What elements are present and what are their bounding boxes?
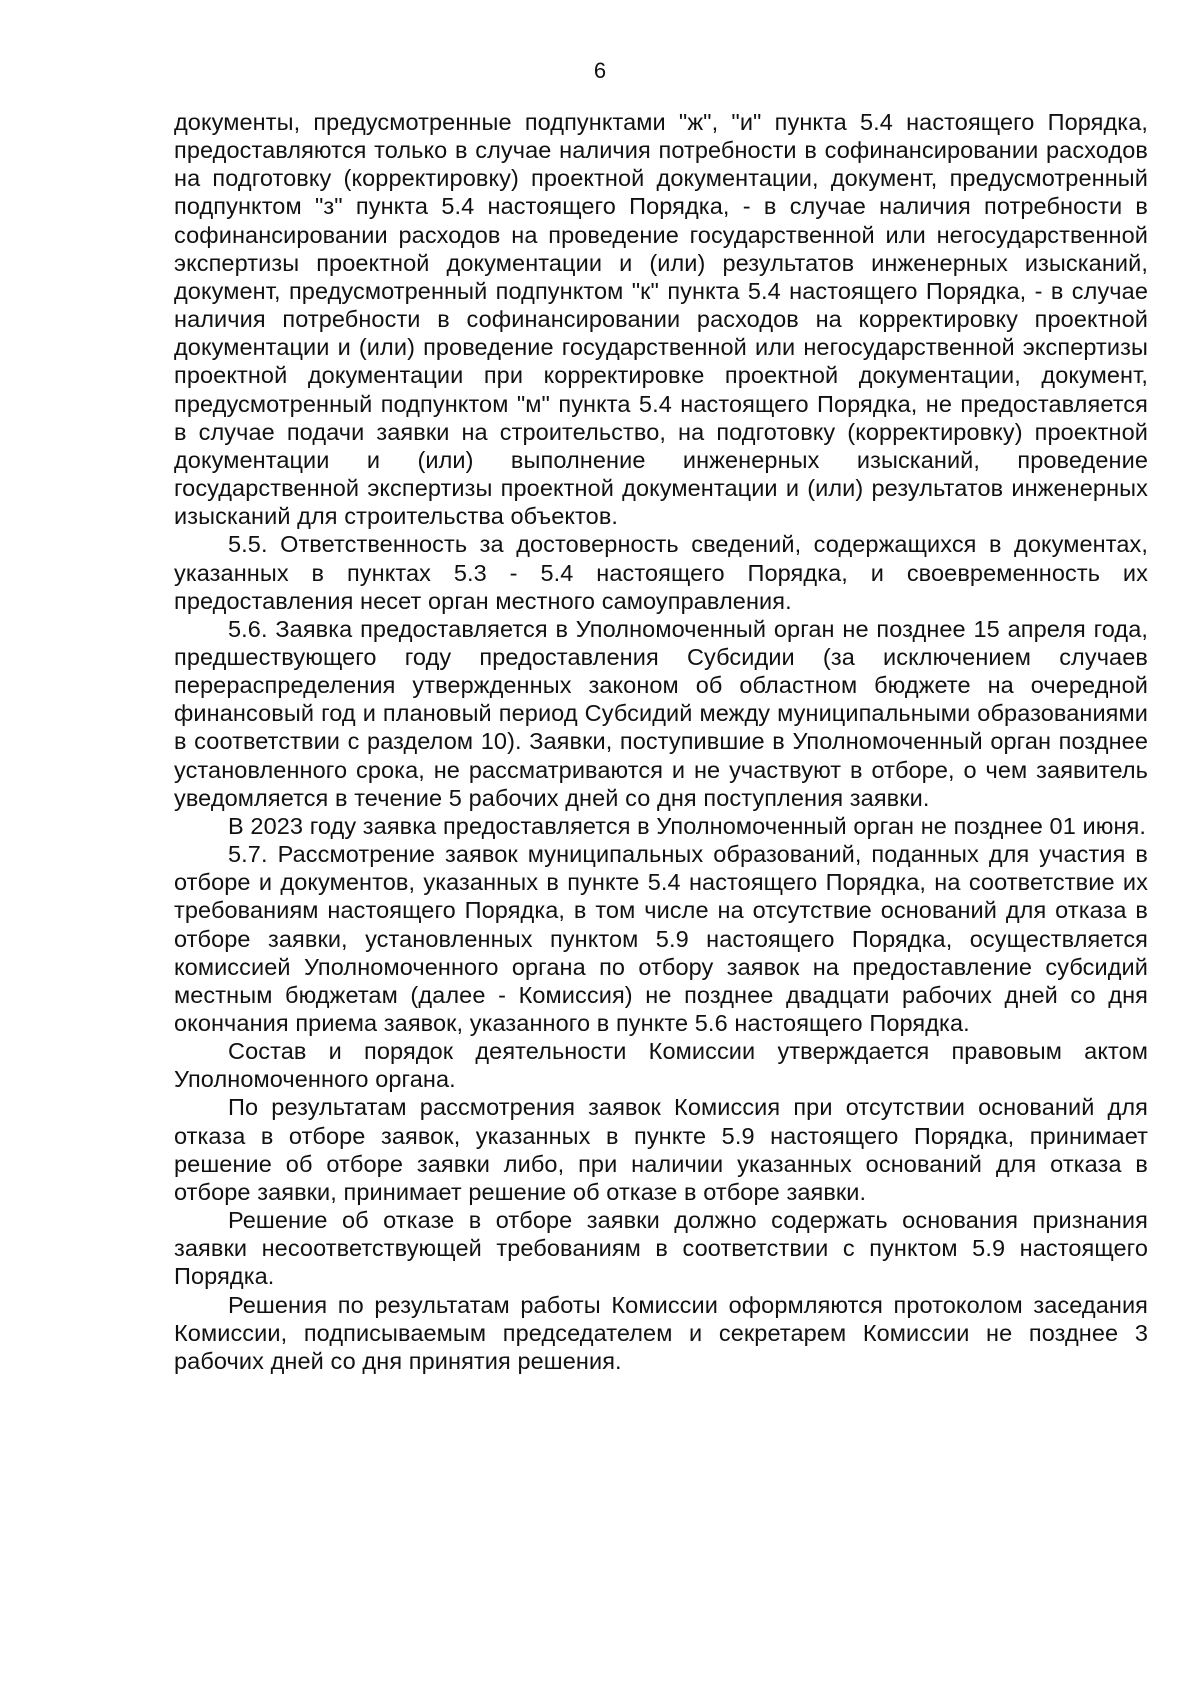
- paragraph-commission-decision: По результатам рассмотрения заявок Комиссия при отсутствии оснований для отказа в отборе заявок, указанных в пункте 5.9 настоящего Порядка, принимает решение об отборе заявки либо, при наличии указанных оснований для отказа в отборе заявки, принимает решение об отказе в отборе заявки.: [174, 1094, 1148, 1205]
- paragraph-refusal-decision: Решение об отказе в отборе заявки должно содержать основания признания заявки несоответствующей требованиям в соответствии с пунктом 5.9 настоящего Порядка.: [174, 1207, 1148, 1290]
- document-body: [174, 108, 1148, 1375]
- paragraph-5-5: 5.5. Ответственность за достоверность сведений, содержащихся в документах, указанных в пунктах 5.3 - 5.4 настоящего Порядка, и своевременность их предоставления несет орган местного самоуправления.: [174, 531, 1148, 614]
- paragraph-continuation-5-4: документы, предусмотренные подпунктами "ж", "и" пункта 5.4 настоящего Порядка, предоставляются только в случае наличия потребности в софинансировании расходов на подготовку (корректировку) проектной документации, документ, предусмотренный подпунктом "з" пункта 5.4 настоящего Порядка, - в случае наличия потребности в софинансировании расходов на проведение государственной или негосударственной экспертизы проектной документации и (или) результатов инженерных изысканий, документ, предусмотренный подпунктом "к" пункта 5.4 настоящего Порядка, - в случае наличия потребности в софинансировании расходов на корректировку проектной документации и (или) проведение государственной или негосударственной экспертизы проектной документации при корректировке проектной документации, документ, предусмотренный подпунктом "м" пункта 5.4 настоящего Порядка, не предоставляется в случае подачи заявки на строительство, на подготовку (корректировку) проектной документации и (или) выполнение инженерных изысканий, проведение государственной экспертизы проектной документации и (или) результатов инженерных изысканий для строительства объектов.: [174, 109, 1148, 530]
- paragraph-5-6: 5.6. Заявка предоставляется в Уполномоченный орган не позднее 15 апреля года, предшествующего году предоставления Субсидии (за исключением случаев перераспределения утвержденных законом об областном бюджете на очередной финансовый год и плановый период Субсидий между муниципальными образованиями в соответствии с разделом 10). Заявки, поступившие в Уполномоченный орган позднее установленного срока, не рассматриваются и не участвуют в отборе, о чем заявитель уведомляется в течение 5 рабочих дней со дня поступления заявки.: [174, 615, 1148, 811]
- paragraph-2023-deadline: В 2023 году заявка предоставляется в Уполномоченный орган не позднее 01 июня.: [228, 812, 1146, 839]
- paragraph-5-7: 5.7. Рассмотрение заявок муниципальных образований, поданных для участия в отборе и документов, указанных в пункте 5.4 настоящего Порядка, на соответствие их требованиям настоящего Порядка, в том числе на отсутствие оснований для отказа в отборе заявки, установленных пунктом 5.9 настоящего Порядка, осуществляется комиссией Уполномоченного органа по отбору заявок на предоставление субсидий местным бюджетам (далее - Комиссия) не позднее двадцати рабочих дней со дня окончания приема заявок, указанного в пункте 5.6 настоящего Порядка.: [174, 841, 1148, 1036]
- paragraph-commission-protocol: Решения по результатам работы Комиссии оформляются протоколом заседания Комиссии, подписываемым председателем и секретарем Комиссии не позднее 3 рабочих дней со дня принятия решения.: [174, 1291, 1148, 1374]
- page-number: 6: [593, 58, 607, 83]
- paragraph-commission-composition: Состав и порядок деятельности Комиссии утверждается правовым актом Уполномоченного органа.: [174, 1038, 1148, 1093]
